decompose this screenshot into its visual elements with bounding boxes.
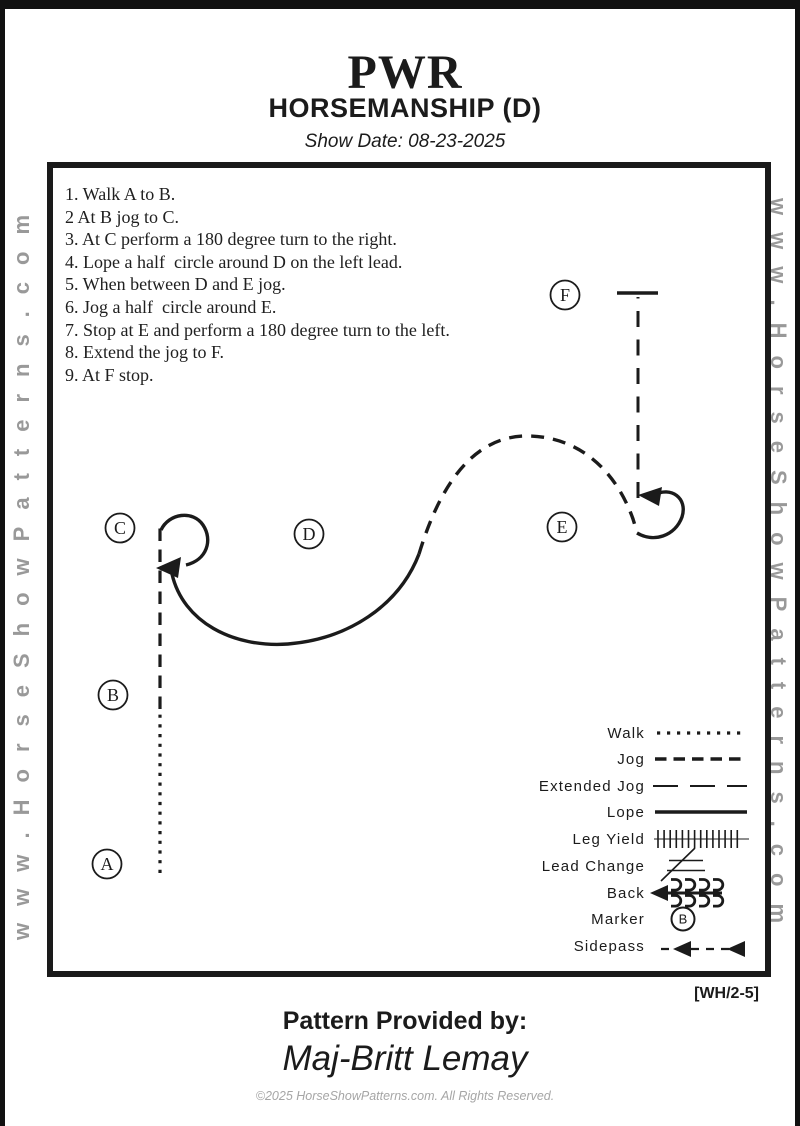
page-title: PWR — [347, 46, 463, 99]
marker-label-c: C — [113, 518, 127, 538]
legend-label-lead-change: Lead Change — [541, 858, 645, 875]
instruction-1: 1. Walk A to B. — [65, 184, 176, 204]
turn-loop-at-c — [161, 515, 208, 565]
class-subtitle: HORSEMANSHIP (D) — [268, 93, 542, 123]
marker-label-a: A — [100, 854, 114, 874]
legend-label-jog: Jog — [617, 751, 645, 768]
sidepass-icon — [661, 941, 747, 957]
marker-legend-letter: B — [678, 911, 688, 927]
show-date: Show Date: 08-23-2025 — [304, 131, 506, 152]
jog-path-around-e — [419, 436, 637, 554]
cone-markers — [93, 281, 580, 879]
legend-label-lope: Lope — [606, 804, 645, 821]
marker-label-b: B — [106, 685, 120, 705]
watermark-left: www.HorseShowPatterns.com — [9, 197, 34, 941]
instruction-7: 7. Stop at E and perform a 180 degree turn to the left. — [65, 319, 450, 340]
lead-change-icon — [661, 848, 705, 881]
legend-label-leg-yield: Leg Yield — [572, 831, 645, 848]
instruction-5: 5. When between D and E jog. — [65, 274, 286, 295]
legend-label-extended-jog: Extended Jog — [538, 778, 645, 795]
provided-by-label: Pattern Provided by: — [282, 1007, 528, 1035]
back-icon — [650, 880, 723, 907]
marker-label-e: E — [556, 517, 568, 537]
legend-label-walk: Walk — [607, 725, 645, 742]
instruction-3: 3. At C perform a 180 degree turn to the right. — [65, 229, 397, 250]
instruction-4: 4. Lope a half circle around D on the left lead. — [65, 251, 403, 272]
watermark-right: www.HorseShowPatterns.com — [766, 197, 791, 941]
copyright-notice: ©2025 HorseShowPatterns.com. All Rights Reserved. — [255, 1089, 555, 1103]
marker-label-f: F — [559, 285, 571, 305]
legend-label-marker: Marker — [591, 911, 645, 928]
legend-label-sidepass: Sidepass — [573, 938, 645, 955]
leg-yield-icon — [654, 830, 749, 848]
instruction-2: 2 At B jog to C. — [65, 206, 180, 227]
marker-label-d: D — [302, 524, 316, 544]
legend — [539, 725, 749, 957]
pattern-diagram — [5, 9, 800, 1126]
lope-path-around-d — [172, 554, 419, 644]
instruction-9: 9. At F stop. — [65, 364, 154, 385]
legend-label-back: Back — [606, 885, 645, 902]
pattern-code: [WH/2-5] — [694, 985, 759, 1002]
provided-by-name: Maj-Britt Lemay — [282, 1039, 528, 1078]
instruction-8: 8. Extend the jog to F. — [65, 342, 225, 363]
turn-arrowhead-at-e — [638, 487, 662, 506]
instruction-6: 6. Jog a half circle around E. — [65, 296, 277, 317]
